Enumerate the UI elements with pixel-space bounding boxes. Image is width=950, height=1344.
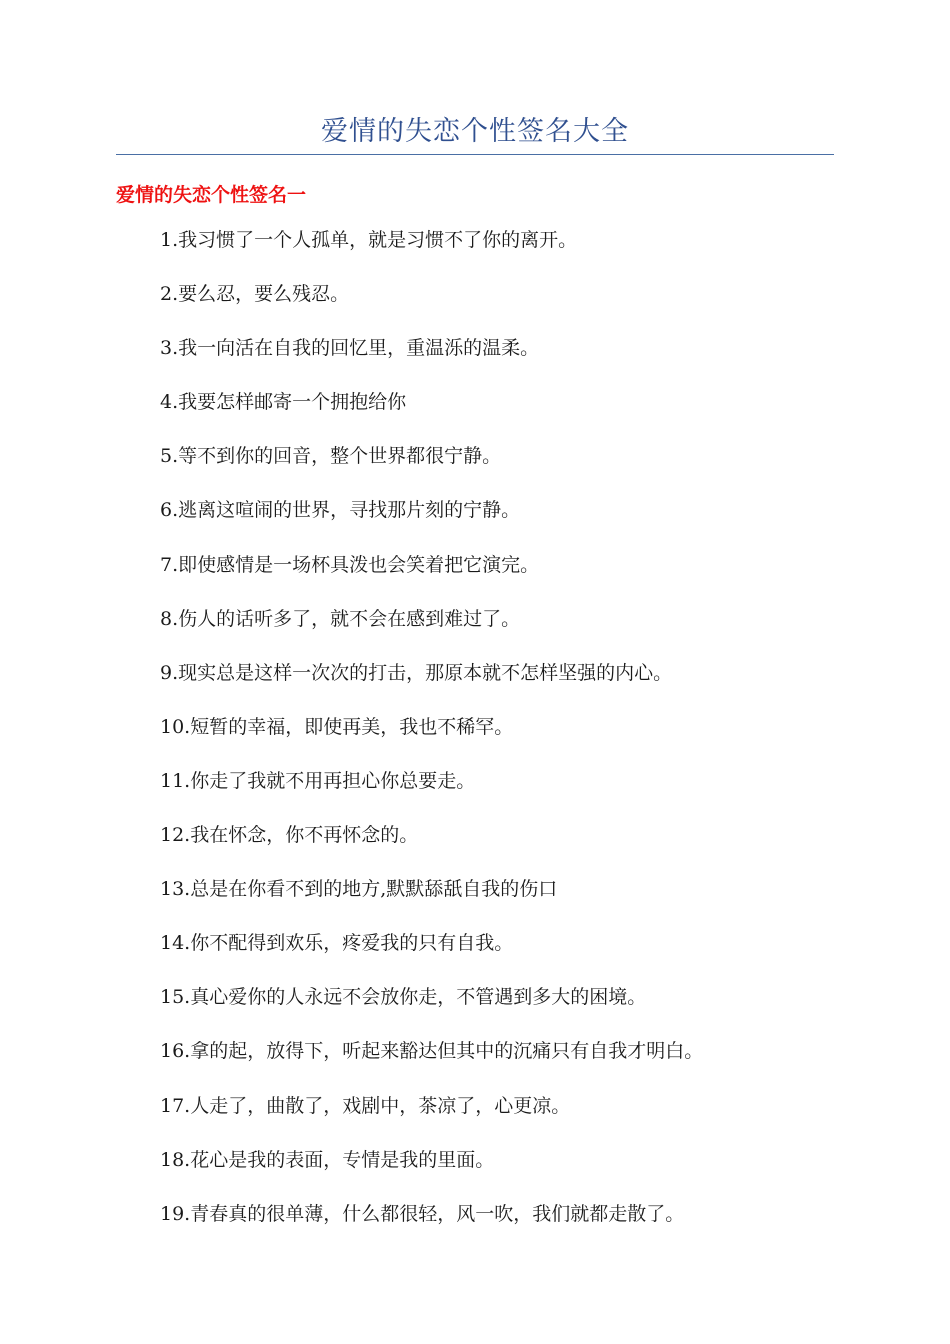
- list-item: 1.我习惯了一个人孤单，就是习惯不了你的离开。: [160, 229, 578, 251]
- list-item: 2.要么忍，要么残忍。: [160, 283, 350, 306]
- list-item: 17.人走了，曲散了，戏剧中，茶凉了，心更凉。: [160, 1094, 571, 1117]
- list-item: 11.你走了我就不用再担心你总要走。: [160, 769, 476, 792]
- list-item: 15.真心爱你的人永远不会放你走，不管遇到多大的困境。: [160, 986, 647, 1009]
- list-item: 16.拿的起，放得下，听起来豁达但其中的沉痛只有自我才明白。: [160, 1040, 704, 1063]
- list-item: 4.我要怎样邮寄一个拥抱给你: [160, 391, 407, 414]
- list-item: 13.总是在你看不到的地方,默默舔舐自我的伤口: [160, 878, 558, 901]
- list-item: 19.青春真的很单薄，什么都很轻，风一吹，我们就都走散了。: [160, 1202, 685, 1225]
- title-divider: [116, 154, 834, 155]
- list-item: 12.我在怀念，你不再怀念的。: [160, 824, 419, 847]
- list-item: 3.我一向活在自我的回忆里，重温泺的温柔。: [160, 337, 540, 360]
- list-item: 14.你不配得到欢乐，疼爱我的只有自我。: [160, 932, 514, 955]
- list-item: 5.等不到你的回音，整个世界都很宁静。: [160, 445, 502, 468]
- list-item: 9.现实总是这样一次次的打击，那原本就不怎样坚强的内心。: [160, 661, 673, 684]
- list-item: 8.伤人的话听多了，就不会在感到难过了。: [160, 607, 521, 630]
- list-item: 18.花心是我的表面，专情是我的里面。: [160, 1148, 495, 1171]
- section-heading: 爱情的失恋个性签名一: [116, 184, 307, 206]
- page-title: 爱情的失恋个性签名大全: [321, 116, 629, 147]
- list-item: 10.短暂的幸福，即使再美，我也不稀罕。: [160, 715, 514, 738]
- list-item: 7.即使感情是一场杯具泼也会笑着把它演完。: [160, 553, 540, 576]
- list-item: 6.逃离这喧闹的世界，寻找那片刻的宁静。: [160, 499, 521, 522]
- signature-list: [160, 224, 840, 1252]
